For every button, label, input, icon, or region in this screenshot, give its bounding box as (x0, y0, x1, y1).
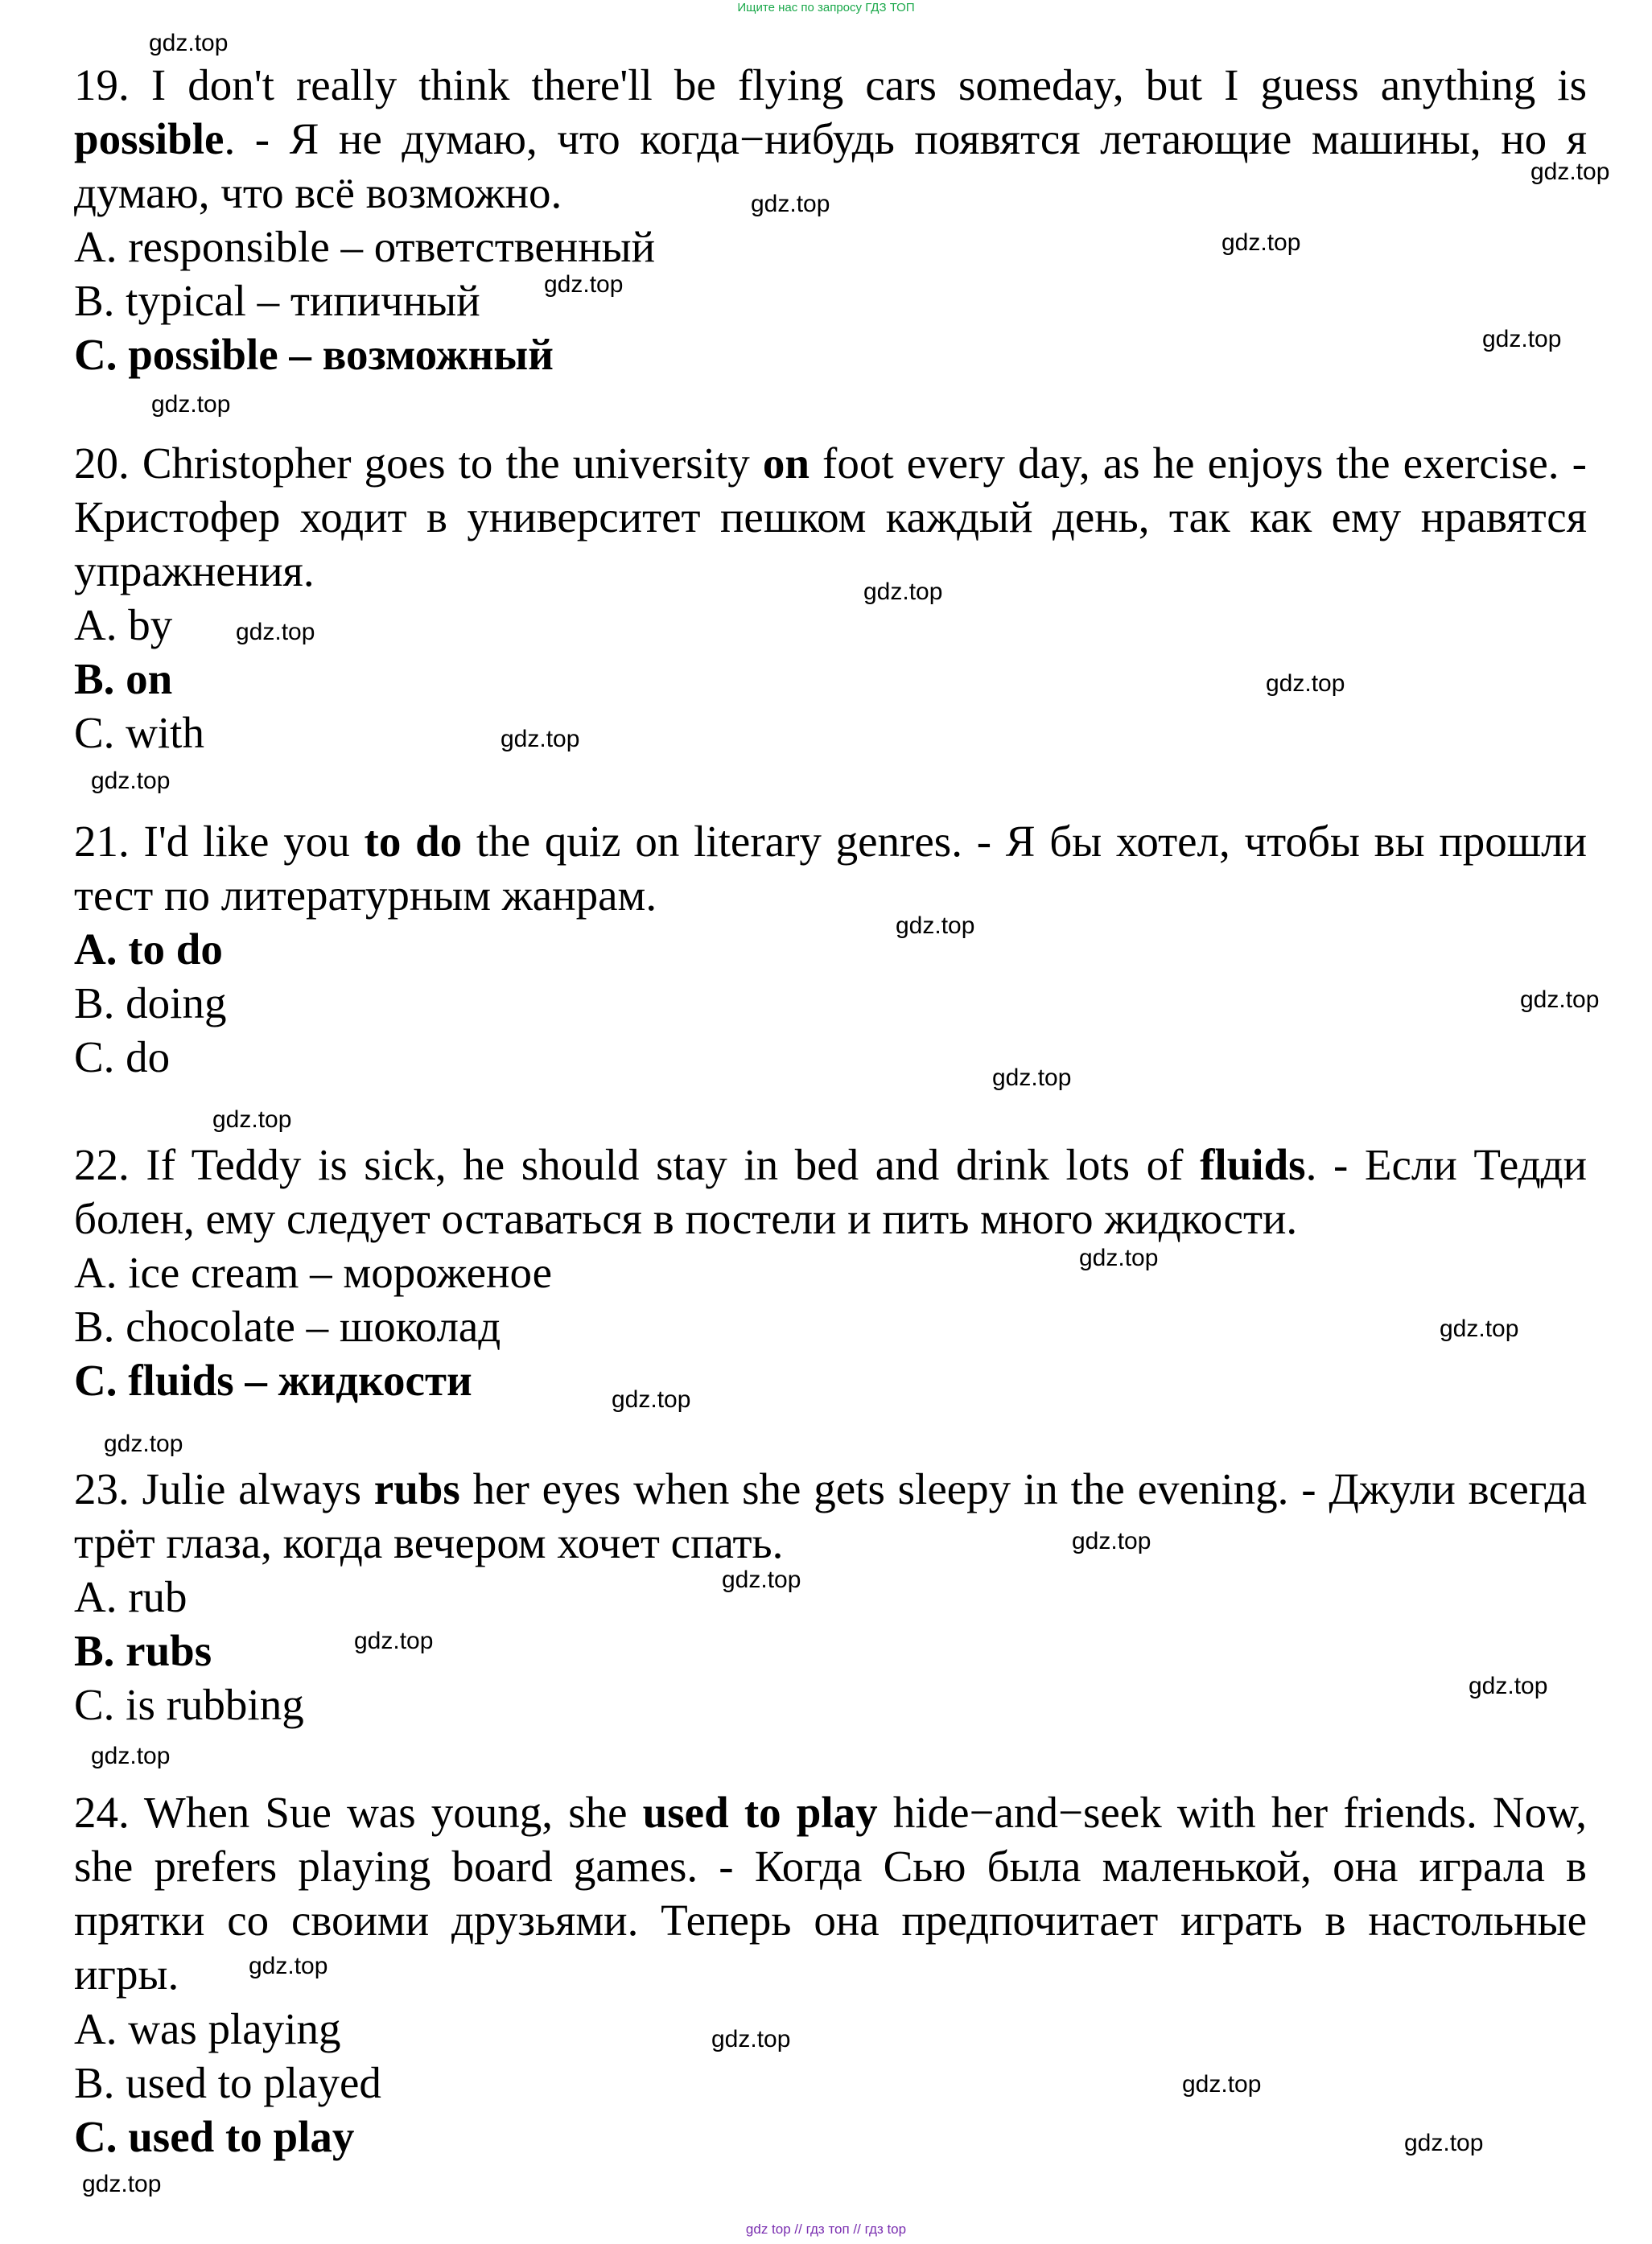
option-c: C. is rubbing (74, 1680, 304, 1729)
watermark: gdz.top (249, 1953, 328, 1979)
key-word: used to play (642, 1788, 878, 1837)
option-c-correct: C. possible – возможный (74, 330, 554, 379)
question-23 (74, 1462, 1587, 1570)
question-text: I'd like you (143, 817, 365, 866)
watermark: gdz.top (1520, 986, 1600, 1013)
option-b: B. chocolate – шоколад (74, 1302, 501, 1351)
watermark: gdz.top (354, 1628, 434, 1654)
question-translation: foot every day, as he enjoys the exercise. - Кристофер ходит в университет пешком каждый день, так как ему нравятся упражнения. (74, 439, 1587, 595)
watermark: gdz.top (236, 619, 315, 645)
watermark: gdz.top (722, 1567, 801, 1593)
option-b: B. typical – типичный (74, 276, 480, 325)
option-b-correct: B. rubs (74, 1626, 212, 1675)
question-text: I don't really think there'll be flying cars someday, but I guess anything is (150, 60, 1587, 109)
watermark: gdz.top (212, 1106, 292, 1133)
watermark: gdz.top (149, 30, 229, 56)
key-word: to do (364, 817, 463, 866)
watermark: gdz.top (863, 578, 943, 605)
watermark: gdz.top (1079, 1245, 1159, 1271)
watermark: gdz.top (1440, 1316, 1519, 1342)
watermark: gdz.top (544, 271, 624, 298)
question-20 (74, 436, 1587, 598)
question-22 (74, 1138, 1587, 1246)
watermark: gdz.top (751, 191, 830, 217)
question-translation: . - Я не думаю, что когда−нибудь появятся летающие машины, но я думаю, что всё возможно. (74, 114, 1587, 217)
watermark: gdz.top (91, 1743, 171, 1769)
question-translation: . - Если Тедди болен, ему следует оставаться в постели и пить много жидкости. (74, 1140, 1588, 1243)
watermark: gdz.top (896, 912, 975, 939)
option-a-correct: A. to do (74, 924, 223, 974)
option-c: C. with (74, 708, 204, 757)
option-c-correct: C. fluids – жидкости (74, 1356, 472, 1405)
question-19 (74, 58, 1587, 220)
watermark: gdz.top (1072, 1528, 1151, 1554)
watermark: gdz.top (612, 1386, 691, 1413)
watermark: gdz.top (104, 1431, 183, 1457)
watermark: gdz.top (1221, 229, 1301, 256)
key-word: on (762, 439, 810, 488)
watermark: gdz.top (1182, 2071, 1262, 2098)
watermark: gdz.top (82, 2171, 162, 2197)
watermark: gdz.top (1530, 159, 1610, 185)
watermark: gdz.top (151, 391, 231, 418)
watermark: gdz.top (1266, 670, 1345, 697)
question-number: 20. (74, 439, 142, 488)
question-text: Julie always (142, 1464, 374, 1513)
question-number: 24. (74, 1788, 144, 1837)
footer-links: gdz top // гдз топ // гдз top (745, 2221, 907, 2237)
question-number: 21. (74, 817, 144, 866)
option-c-correct: C. used to play (74, 2112, 355, 2161)
watermark: gdz.top (91, 768, 171, 794)
option-a: A. responsible – ответственный (74, 222, 656, 271)
search-banner: Ищите нас по запросу ГДЗ ТОП (737, 1, 915, 14)
option-a: A. ice cream – мороженое (74, 1248, 553, 1297)
option-b: B. doing (74, 978, 227, 1027)
option-a: A. was playing (74, 2004, 341, 2053)
question-number: 19. (74, 60, 151, 109)
watermark: gdz.top (711, 2026, 791, 2053)
question-translation: the quiz on literary genres. - Я бы хотел, чтобы вы прошли тест по литературным жанрам. (74, 817, 1588, 920)
watermark: gdz.top (1404, 2130, 1484, 2156)
watermark: gdz.top (1482, 326, 1562, 352)
question-number: 22. (74, 1140, 146, 1189)
option-b-correct: B. on (74, 654, 173, 703)
question-21 (74, 814, 1587, 922)
key-word: rubs (373, 1464, 460, 1513)
option-a: A. by (74, 600, 173, 649)
question-translation: her eyes when she gets sleepy in the evening. - Джули всегда трёт глаза, когда вечером хочет спать. (74, 1464, 1588, 1567)
question-number: 23. (74, 1464, 142, 1513)
option-a: A. rub (74, 1572, 187, 1621)
watermark: gdz.top (1469, 1673, 1548, 1699)
watermark: gdz.top (501, 726, 580, 752)
watermark: gdz.top (992, 1064, 1072, 1091)
question-text: If Teddy is sick, he should stay in bed and drink lots of (146, 1140, 1201, 1189)
question-text: When Sue was young, she (143, 1788, 643, 1837)
question-text: Christopher goes to the university (142, 439, 763, 488)
option-c: C. do (74, 1032, 171, 1081)
key-word: fluids (1200, 1140, 1306, 1189)
option-b: B. used to played (74, 2058, 381, 2107)
key-word: possible (74, 114, 225, 163)
question-translation: hide−and−seek with her friends. Now, she prefers playing board games. - Когда Сью была маленькой, она играла в прятки со своими друзьями. Теперь она предпочитает играть в настольные игры. (74, 1788, 1587, 1999)
